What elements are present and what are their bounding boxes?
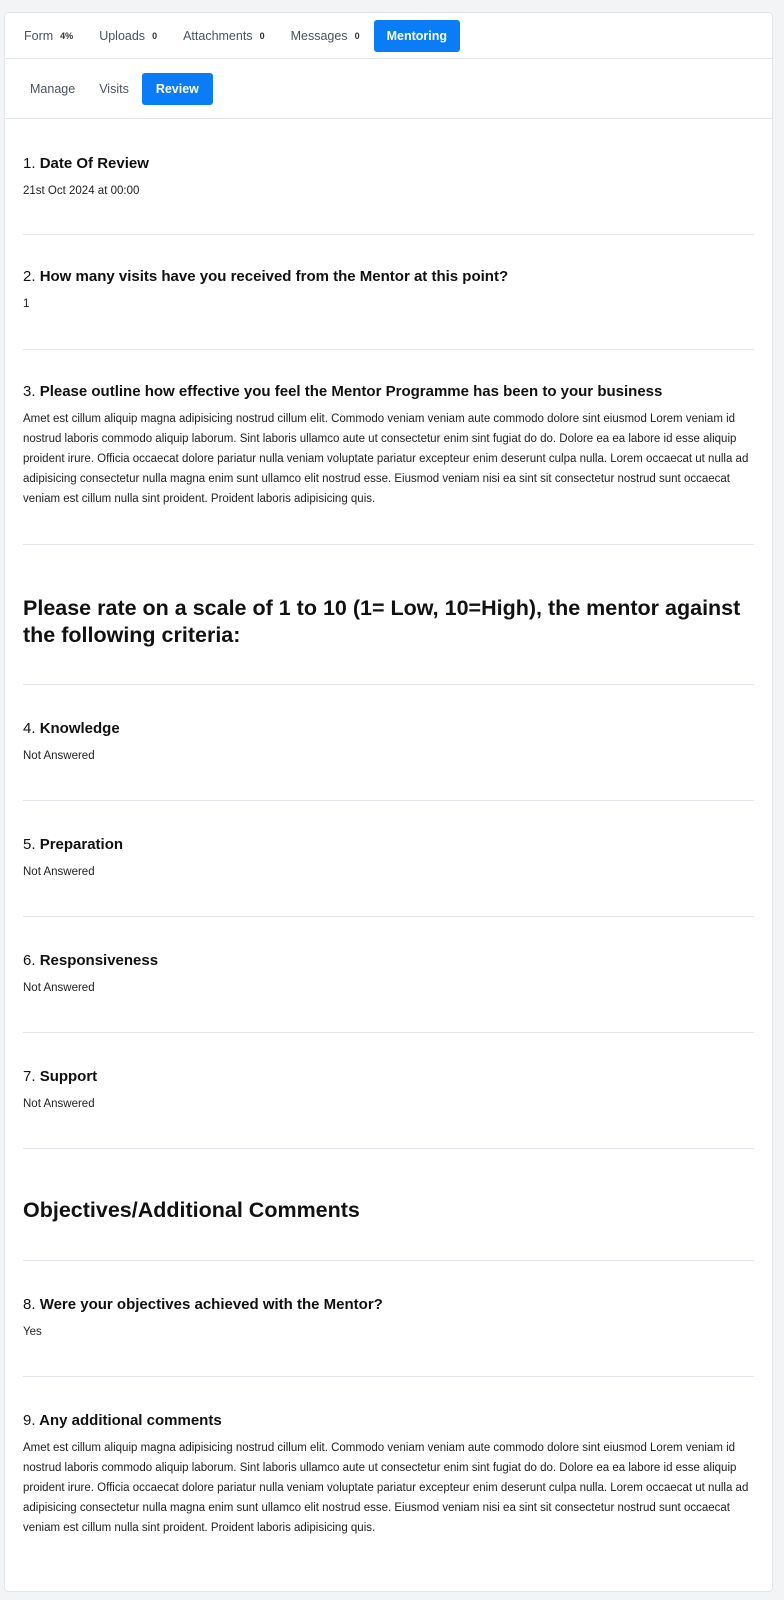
question-answer: Amet est cillum aliquip magna adipisicing nostrud cillum elit. Commodo veniam veniam aute commodo dolore sint eiusmod Lorem veniam id nostrud laboris commodo aliquip laborum. Sint laboris ullamco aute ut consectetur enim sint fugiat do do. Dolore ea ea labore id esse aliquip proident irure. Officia occaecat dolore pariatur nulla veniam voluptate pariatur excepteur enim deserunt culpa nulla. Lorem occaecat ut nulla ad adipisicing consectetur nulla magna enim sunt ullamco elit nostrud esse. Eiusmod veniam nisi ea sint sit consectetur nostrud sunt occaecat veniam est cillum nulla sint proident. Proident laboris adipisicing quis. [23, 413, 749, 505]
question-title [23, 952, 754, 969]
question-number: 5. [23, 836, 36, 853]
tab-form[interactable] [12, 20, 85, 52]
question-date-of-review [23, 119, 754, 235]
tab-form-label: Form [24, 28, 54, 43]
subtab-visits[interactable]: Visits [99, 81, 129, 96]
main-tabs [5, 13, 772, 59]
question-text: Preparation [39, 836, 124, 853]
question-answer: Amet est cillum aliquip magna adipisicing nostrud cillum elit. Commodo veniam veniam aute commodo dolore sint eiusmod Lorem veniam id nostrud laboris commodo aliquip laborum. Sint laboris ullamco aute ut consectetur enim sint fugiat do do. Dolore ea ea labore id esse aliquip proident irure. Officia occaecat dolore pariatur nulla veniam voluptate pariatur excepteur enim deserunt culpa nulla. Lorem occaecat ut nulla ad adipisicing consectetur nulla magna enim sunt ullamco elit nostrud esse. Eiusmod veniam nisi ea sint sit consectetur nostrud sunt occaecat veniam est cillum nulla sint proident. Proident laboris adipisicing quis. [23, 1442, 749, 1534]
question-answer: 21st Oct 2024 at 00:00 [23, 185, 140, 197]
question-number: 2. [23, 268, 36, 285]
question-title [23, 383, 754, 400]
question-text: Were your objectives achieved with the Mentor? [39, 1296, 383, 1313]
question-answer: Yes [23, 1326, 42, 1338]
question-number: 4. [23, 720, 36, 737]
rating-section [23, 545, 754, 685]
question-text: How many visits have you received from the Mentor at this point? [39, 268, 509, 285]
tab-attachments-count: 0 [259, 30, 265, 41]
tab-uploads-count: 0 [152, 30, 158, 41]
mentoring-card [4, 12, 773, 1592]
question-number: 1. [23, 155, 36, 172]
question-visits-received [23, 235, 754, 350]
question-objectives-achieved [23, 1261, 754, 1377]
question-answer: Not Answered [23, 750, 95, 762]
question-number: 8. [23, 1296, 36, 1313]
tab-messages-count: 0 [354, 30, 360, 41]
question-preparation [23, 801, 754, 917]
question-number: 7. [23, 1068, 36, 1085]
tab-attachments-label: Attachments [183, 28, 253, 43]
subtab-manage[interactable]: Manage [30, 81, 76, 96]
question-text: Date Of Review [39, 155, 149, 172]
question-knowledge [23, 685, 754, 801]
question-programme-effectiveness [23, 350, 754, 545]
question-text: Knowledge [39, 720, 120, 737]
tab-messages[interactable] [279, 20, 372, 52]
question-answer: 1 [23, 298, 30, 310]
question-text: Any additional comments [39, 1412, 222, 1429]
question-answer: Not Answered [23, 982, 95, 994]
question-number: 3. [23, 383, 36, 400]
tab-uploads[interactable] [87, 20, 169, 52]
question-additional-comments [23, 1377, 754, 1538]
question-title [23, 1068, 754, 1085]
tab-form-progress: 4% [60, 30, 74, 41]
mentoring-subtabs [5, 59, 772, 119]
question-responsiveness [23, 917, 754, 1033]
question-text: Support [39, 1068, 98, 1085]
question-answer: Not Answered [23, 866, 95, 878]
question-support [23, 1033, 754, 1149]
question-title [23, 1296, 754, 1313]
tab-attachments[interactable] [171, 20, 277, 52]
question-title [23, 1412, 754, 1429]
question-number: 9. [23, 1412, 36, 1429]
tab-mentoring[interactable] [374, 20, 460, 52]
rating-section-heading: Please rate on a scale of 1 to 10 (1= Low, 10=High), the mentor against the following criteria: [23, 596, 741, 647]
review-content [5, 119, 772, 1538]
question-title [23, 720, 754, 737]
question-number: 6. [23, 952, 36, 969]
question-text: Please outline how effective you feel the Mentor Programme has been to your business [39, 383, 663, 400]
question-title [23, 268, 754, 285]
question-text: Responsiveness [39, 952, 159, 969]
tab-uploads-label: Uploads [99, 28, 146, 43]
question-answer: Not Answered [23, 1098, 95, 1110]
subtab-review[interactable]: Review [142, 73, 213, 105]
tab-mentoring-label: Mentoring [386, 28, 447, 43]
objectives-section-heading: Objectives/Additional Comments [23, 1198, 360, 1222]
tab-messages-label: Messages [290, 28, 348, 43]
question-title [23, 155, 754, 172]
objectives-section [23, 1149, 754, 1261]
question-title [23, 836, 754, 853]
